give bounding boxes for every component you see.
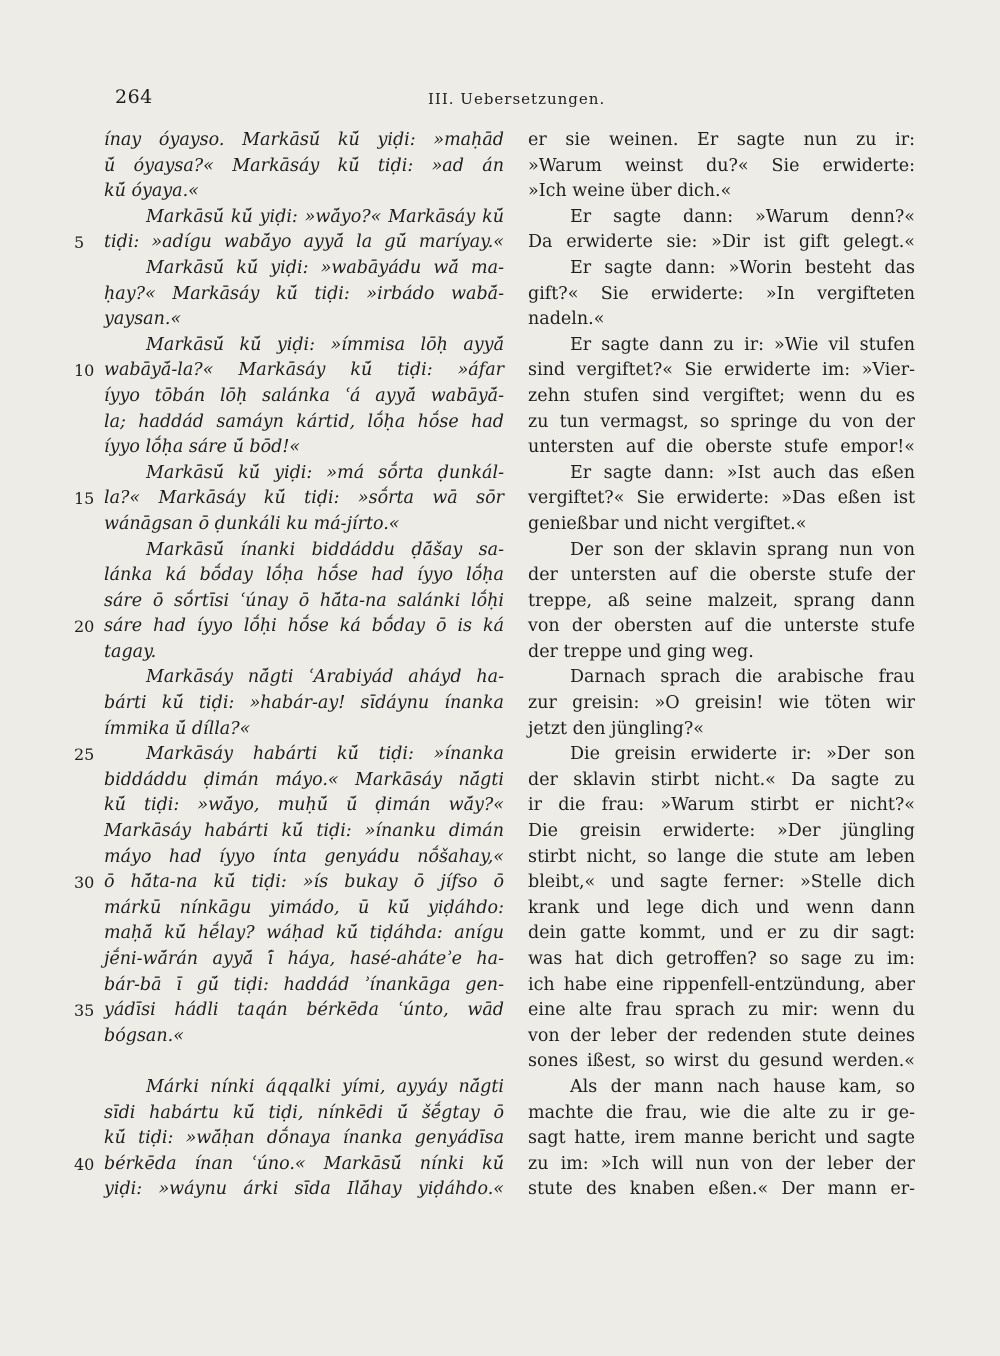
german-translation-column xyxy=(528,128,915,1203)
somali-line xyxy=(104,845,504,871)
line-text: Da erwiderte sie: »Dir ist gift gelegt.« xyxy=(528,232,915,253)
line-number: 15 xyxy=(74,489,95,509)
line-text: Márki nínki áqqalki yími, ayyáy nā́gti xyxy=(146,1076,504,1097)
line-text: yiḍi: »wáynu árki sīda Ilā́hay yiḍáhdo.« xyxy=(104,1179,504,1200)
somali-line xyxy=(104,1126,504,1152)
line-text: »Warum weinst du?« Sie erwiderte: xyxy=(528,155,915,176)
german-line xyxy=(528,538,915,564)
line-text: vergiftet?« Sie erwiderte: »Das eßen ist xyxy=(528,488,915,509)
line-text: íyyo tōbán lōḥ salánka ʿá ayyā́ wabāyā́- xyxy=(104,385,504,406)
german-line xyxy=(528,358,915,384)
line-text: márkū nínkāgu yimádo, ū kū́ yiḍáhdo: xyxy=(104,897,504,918)
line-text: der untersten auf die oberste stufe der xyxy=(528,565,915,586)
somali-line xyxy=(104,947,504,973)
somali-line xyxy=(104,563,504,589)
line-number: 40 xyxy=(74,1154,95,1174)
line-text: gift?« Sie erwiderte: »In vergifteten xyxy=(528,283,915,304)
german-line xyxy=(528,742,915,768)
line-text: bérkēda ínan ʿúno.« Markāsū́ nínki kū́ xyxy=(104,1153,504,1174)
line-text: jḗni-wā́rán ayyā́ ī́ háya, hasé-aháteʾe ha- xyxy=(104,949,504,969)
german-line xyxy=(528,563,915,589)
german-line xyxy=(528,1126,915,1152)
somali-line xyxy=(74,614,504,640)
somali-line xyxy=(104,1075,504,1101)
line-text: Die greisin erwiderte: »Der jüngling xyxy=(528,821,915,842)
german-line xyxy=(528,691,915,717)
somali-line xyxy=(104,819,504,845)
line-text: lánka ká bṓday lṓḥa hṓse had íyyo lṓḥa xyxy=(104,565,504,586)
line-text: stirbt nicht, so lange die stute am leben xyxy=(528,846,915,867)
line-text: von der leber der redenden stute deines xyxy=(528,1025,915,1046)
somali-line xyxy=(104,282,504,308)
line-text: Markāsáy habárti kū́ tiḍi: »ínanku dimán xyxy=(104,821,504,842)
somali-line xyxy=(104,691,504,717)
line-text: tiḍi: »adígu wabā́yo ayyā́ la gū́ maríyay.« xyxy=(104,232,504,253)
somali-line xyxy=(74,230,504,256)
german-line xyxy=(528,819,915,845)
somali-line xyxy=(104,1177,504,1203)
line-text: sagt hatte, irem manne bericht und sagte xyxy=(528,1128,915,1149)
line-text: Er sagte dann: »Ist auch das eßen xyxy=(570,462,915,483)
somali-line xyxy=(104,435,504,461)
line-text: bárti kū́ tiḍi: »habár-ay! sīdáynu ínanka xyxy=(104,693,504,714)
somali-line xyxy=(104,410,504,436)
line-text: bár-bā ī gū́ tiḍi: haddád ʾínankāga gen- xyxy=(104,974,504,995)
line-text: zur greisin: »O greisin! wie töten wir xyxy=(528,693,915,714)
german-line xyxy=(528,870,915,896)
line-text: ínay óyayso. Markāsū́ kū́ yiḍi: »maḥād xyxy=(104,130,504,150)
line-text: maḥā́ kū́ hḗlay? wáḥad kū́ tiḍáhda: anígu xyxy=(104,923,504,944)
line-text: Die greisin erwiderte ir: »Der son xyxy=(570,744,915,765)
german-line xyxy=(528,128,915,154)
somali-line xyxy=(104,179,504,205)
somali-line xyxy=(104,665,504,691)
line-text: wánāgsan ō ḍunkáli ku má-jírto.« xyxy=(104,513,400,534)
somali-line xyxy=(74,486,504,512)
german-line xyxy=(528,1075,915,1101)
line-text: kū́ óyaya.« xyxy=(104,181,199,202)
german-line xyxy=(528,435,915,461)
page-number: 264 xyxy=(115,86,153,108)
line-text: sīdi habártu kū́ tiḍi, nínkēdi ū́ šḗgtay ō xyxy=(104,1102,504,1123)
line-text: sones ißest, so wirst du gesund werden.« xyxy=(528,1051,915,1072)
german-line xyxy=(528,384,915,410)
line-text: ū́ óyaysa?« Markāsáy kū́ tiḍi: »ad án xyxy=(104,155,504,176)
line-text: ich habe eine rippenfell-entzündung, aber xyxy=(528,974,915,995)
line-number: 25 xyxy=(74,745,95,765)
somali-line xyxy=(104,461,504,487)
line-text: eine alte frau sprach zu mir: wenn du xyxy=(528,1000,915,1021)
line-text: sind vergiftet?« Sie erwiderte im: »Vier- xyxy=(528,360,915,381)
line-text: sáre ō sṓrtīsi ʿúnay ō hā́ta-na salánki lṓḥi xyxy=(104,590,504,611)
somali-line xyxy=(104,512,504,538)
somali-line xyxy=(104,256,504,282)
line-text: zehn stufen sind vergiftet; wenn du es xyxy=(528,385,915,406)
line-text: yádīsi hádli taqán bérkēda ʿúnto, wād xyxy=(104,1000,504,1021)
line-text: wabāyā́-la?« Markāsáy kū́ tiḍi: »áfar xyxy=(104,360,504,381)
german-line xyxy=(528,665,915,691)
somali-line xyxy=(104,205,504,231)
somali-line xyxy=(74,358,504,384)
line-text: von der obersten auf die unterste stufe xyxy=(528,616,915,637)
somali-line xyxy=(104,640,504,666)
line-text: bógsan.« xyxy=(104,1025,184,1046)
german-line xyxy=(528,896,915,922)
somali-line xyxy=(104,384,504,410)
line-text: Markāsū́ ínanki biddáddu ḍā́šay sa- xyxy=(146,539,504,560)
german-line xyxy=(528,998,915,1024)
somali-line xyxy=(104,1049,504,1075)
somali-line xyxy=(104,333,504,359)
german-line xyxy=(528,205,915,231)
line-number: 20 xyxy=(74,617,95,637)
line-text: treppe, aß seine malzeit, sprang dann xyxy=(528,590,915,611)
line-number: 5 xyxy=(74,233,85,253)
german-line xyxy=(528,768,915,794)
german-line xyxy=(528,921,915,947)
line-text: machte die frau, wie die alte zu ir ge- xyxy=(528,1102,915,1123)
somali-line xyxy=(104,768,504,794)
somali-line xyxy=(104,589,504,615)
german-line xyxy=(528,1049,915,1075)
line-text: ō hā́ta-na kū́ tiḍi: »ís bukay ō jífso ō xyxy=(104,872,504,893)
line-text: jetzt den jüngling?« xyxy=(528,718,704,739)
somali-line xyxy=(104,154,504,180)
german-line xyxy=(528,1177,915,1203)
somali-line xyxy=(74,870,504,896)
somali-line xyxy=(104,717,504,743)
line-text: Markāsū́ kū́ yiḍi: »ímmisa lōḥ ayyā́ xyxy=(146,334,504,355)
somali-line xyxy=(104,538,504,564)
german-line xyxy=(528,793,915,819)
line-text: »Ich weine über dich.« xyxy=(528,181,732,202)
german-line xyxy=(528,1152,915,1178)
german-line xyxy=(528,1024,915,1050)
line-text: Er sagte dann: »Warum denn?« xyxy=(570,206,915,227)
german-line xyxy=(528,486,915,512)
german-line xyxy=(528,410,915,436)
line-text: Markāsū́ kū́ yiḍi: »má sṓrta ḍunkál- xyxy=(146,462,504,483)
german-line xyxy=(528,461,915,487)
german-line xyxy=(528,256,915,282)
german-line xyxy=(528,282,915,308)
line-text: yaysan.« xyxy=(104,309,182,330)
somali-line xyxy=(74,998,504,1024)
line-text: Er sagte dann zu ir: »Wie vil stufen xyxy=(570,334,915,355)
german-line xyxy=(528,845,915,871)
somali-line xyxy=(104,128,504,154)
german-line xyxy=(528,640,915,666)
german-line xyxy=(528,154,915,180)
line-text: nadeln.« xyxy=(528,309,605,330)
somali-line xyxy=(104,1024,504,1050)
german-line xyxy=(528,230,915,256)
line-text: ir die frau: »Warum stirbt er nicht?« xyxy=(528,795,915,816)
line-text: zu tun vermagst, so springe du von der xyxy=(528,411,915,432)
line-text: Darnach sprach die arabische frau xyxy=(570,667,915,688)
somali-line xyxy=(104,921,504,947)
line-text: kū́ tiḍi: »wā́yo, muḥū́ ū́ ḍimán wā́y?« xyxy=(104,795,504,816)
line-text: Als der mann nach hause kam, so xyxy=(570,1076,915,1097)
line-text: má́yo had íyyo ínta genyádu nṓšahay,« xyxy=(104,846,504,867)
line-text: der treppe und ging weg. xyxy=(528,641,754,662)
german-line xyxy=(528,179,915,205)
somali-line xyxy=(104,973,504,999)
german-line xyxy=(528,589,915,615)
line-text: er sie weinen. Er sagte nun zu ir: xyxy=(528,130,915,150)
line-text: krank und lege dich und wenn dann xyxy=(528,897,915,918)
line-number: 10 xyxy=(74,361,95,381)
somali-line xyxy=(104,1101,504,1127)
line-text: dein gatte kommt, und er zu dir sagt: xyxy=(528,923,915,944)
somali-line xyxy=(104,896,504,922)
line-text: was hat dich getroffen? so sage zu im: xyxy=(528,949,915,969)
somali-text-column xyxy=(74,128,504,1203)
line-text: Markāsáy nā́gti ʿArabiyád aháyd ha- xyxy=(146,667,504,688)
line-number: 30 xyxy=(74,873,95,893)
german-line xyxy=(528,947,915,973)
german-line xyxy=(528,973,915,999)
line-text: íyyo lṓḥa sáre ū́ bōd!« xyxy=(104,437,301,458)
somali-line xyxy=(74,742,504,768)
german-line xyxy=(528,614,915,640)
line-text: ḥay?« Markāsáy kū́ tiḍi: »irbádo wabā́- xyxy=(104,283,504,304)
somali-line xyxy=(104,307,504,333)
line-text: Markāsū́ kū́ yiḍi: »wabāyádu wā́ ma- xyxy=(146,257,504,278)
line-text: genießbar und nicht vergiftet.« xyxy=(528,513,807,534)
line-text: tagay. xyxy=(104,641,157,662)
somali-line xyxy=(104,793,504,819)
line-text: bleibt,« und sagte ferner: »Stelle dich xyxy=(528,872,915,893)
german-line xyxy=(528,1101,915,1127)
line-text: zu im: »Ich will nun von der leber der xyxy=(528,1153,915,1174)
running-title: III. Uebersetzungen. xyxy=(428,90,606,108)
line-text: stute des knaben eßen.« Der mann er- xyxy=(528,1179,915,1200)
line-text: kū́ tiḍi: »wā́ḥan dṓnaya ínanka genyádīsa xyxy=(104,1128,504,1149)
line-text: sáre had íyyo lṓḥi hṓse ká bṓday ō is ká xyxy=(104,616,504,637)
german-line xyxy=(528,333,915,359)
line-text: der sklavin stirbt nicht.« Da sagte zu xyxy=(528,769,915,790)
somali-line xyxy=(74,1152,504,1178)
german-line xyxy=(528,512,915,538)
german-line xyxy=(528,307,915,333)
line-number: 35 xyxy=(74,1001,95,1021)
line-text: la; haddád samáyn kártid, lṓḥa hṓse had xyxy=(104,411,504,432)
line-text: Markāsáy habárti kū́ tiḍi: »ínanka xyxy=(146,744,504,765)
line-text: Er sagte dann: »Worin besteht das xyxy=(570,257,915,278)
line-text: biddáddu ḍimán má́yo.« Markāsáy nā́gti xyxy=(104,769,504,790)
line-text: la?« Markāsáy kū́ tiḍi: »sṓrta wā sōr xyxy=(104,488,504,509)
line-text: Markāsū́ kū́ yiḍi: »wā́yo?« Markāsáy kū́ xyxy=(146,206,504,227)
german-line xyxy=(528,717,915,743)
line-text: Der son der sklavin sprang nun von xyxy=(570,539,915,560)
line-text: ímmika ū́ dílla?« xyxy=(104,718,251,739)
line-text: untersten auf die oberste stufe empor!« xyxy=(528,437,915,458)
